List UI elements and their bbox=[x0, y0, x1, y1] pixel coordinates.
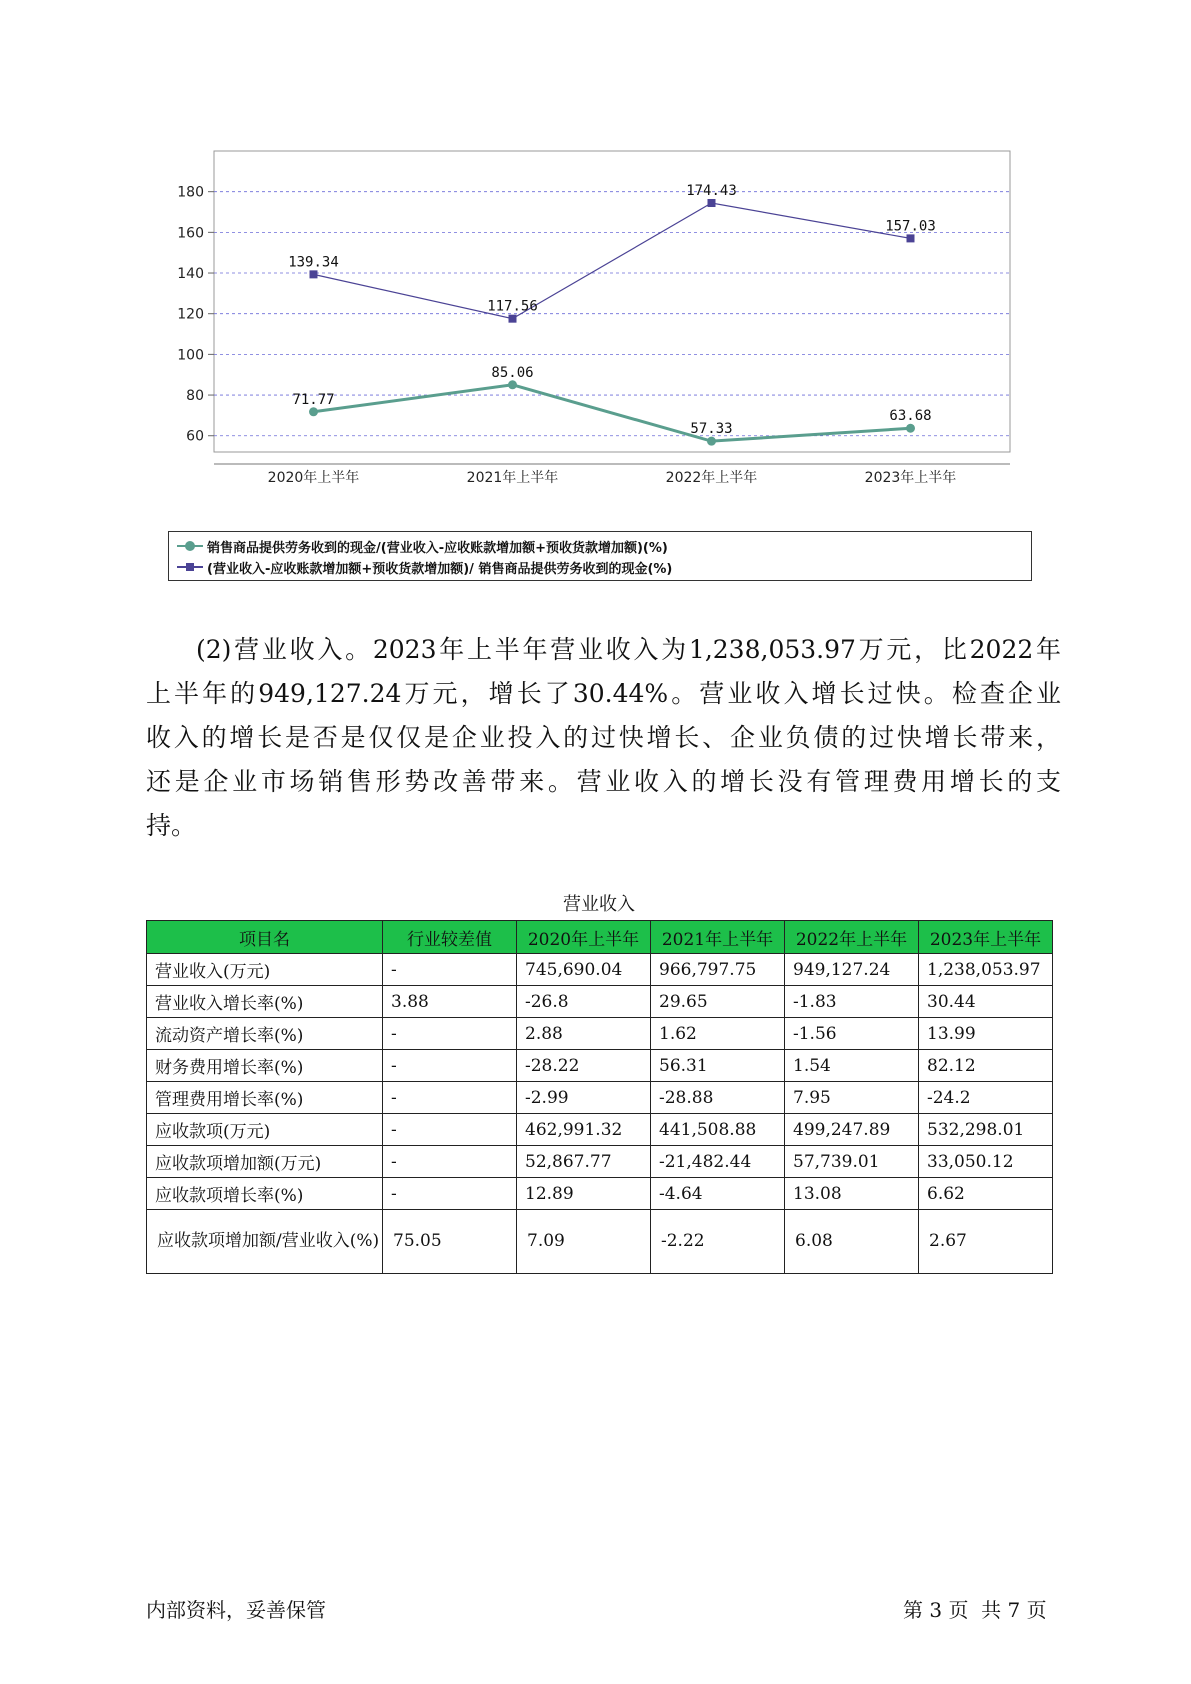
paragraph-line: (2)营业收入。2023年上半年营业收入为1,238,053.97万元，比2022年 bbox=[196, 635, 1061, 664]
table-cell: 966,797.75 bbox=[651, 954, 785, 986]
table-row bbox=[147, 1018, 1053, 1050]
table-cell: -1.56 bbox=[785, 1018, 919, 1050]
table-cell: 499,247.89 bbox=[785, 1114, 919, 1146]
table-cell: - bbox=[383, 1018, 517, 1050]
legend-label-series-2: (营业收入-应收账款增加额+预收货款增加额)/ 销售商品提供劳务收到的现金(%) bbox=[207, 561, 673, 577]
data-label: 157.03 bbox=[885, 218, 936, 235]
row-label-cell: 营业收入(万元) bbox=[147, 954, 383, 986]
table-cell: 57,739.01 bbox=[785, 1146, 919, 1178]
data-label: 117.56 bbox=[487, 298, 538, 315]
table-caption: 营业收入 bbox=[563, 894, 635, 915]
row-label-cell: 应收款项增加额(万元) bbox=[147, 1146, 383, 1178]
table-cell: - bbox=[383, 1178, 517, 1210]
y-tick-label: 60 bbox=[186, 428, 204, 445]
col-header-item-name: 项目名 bbox=[147, 921, 383, 954]
table-cell: 13.99 bbox=[919, 1018, 1053, 1050]
table-row bbox=[147, 1178, 1053, 1210]
data-label: 71.77 bbox=[292, 391, 335, 408]
data-point-circle bbox=[309, 407, 318, 416]
table-row bbox=[147, 1114, 1053, 1146]
table-cell: 949,127.24 bbox=[785, 954, 919, 986]
table-row bbox=[147, 954, 1053, 986]
legend-label-series-1: 销售商品提供劳务收到的现金/(营业收入-应收账款增加额+预收货款增加额)(%) bbox=[207, 540, 668, 556]
paragraph-line: 上半年的949,127.24万元，增长了30.44%。营业收入增长过快。检查企业 bbox=[146, 679, 1061, 708]
table-cell: 29.65 bbox=[651, 986, 785, 1018]
table-cell: 56.31 bbox=[651, 1050, 785, 1082]
data-label: 57.33 bbox=[690, 421, 733, 438]
x-tick-label: 2020年上半年 bbox=[267, 470, 360, 486]
table-cell: 6.62 bbox=[919, 1178, 1053, 1210]
table-cell: 7.09 bbox=[517, 1210, 651, 1274]
data-label: 139.34 bbox=[288, 254, 339, 271]
legend-square-marker-icon bbox=[177, 560, 203, 574]
table-cell: - bbox=[383, 1146, 517, 1178]
table-cell: 75.05 bbox=[383, 1210, 517, 1274]
data-point-square bbox=[509, 315, 517, 323]
table-cell: -2.99 bbox=[517, 1082, 651, 1114]
table-row bbox=[147, 1210, 1053, 1274]
table-cell: 2.67 bbox=[919, 1210, 1053, 1274]
legend-circle-marker-icon bbox=[177, 539, 203, 553]
col-header-2021h1: 2021年上半年 bbox=[651, 921, 785, 954]
table-cell: 1.62 bbox=[651, 1018, 785, 1050]
table-cell: 1,238,053.97 bbox=[919, 954, 1053, 986]
table-cell: - bbox=[383, 1082, 517, 1114]
data-label: 174.43 bbox=[686, 183, 737, 200]
row-label-cell: 流动资产增长率(%) bbox=[147, 1018, 383, 1050]
table-cell: - bbox=[383, 954, 517, 986]
table-cell: - bbox=[383, 1114, 517, 1146]
row-label-cell: 应收款项增加额/营业收入(%) bbox=[147, 1210, 383, 1274]
table-cell: -2.22 bbox=[651, 1210, 785, 1274]
table-cell: -28.22 bbox=[517, 1050, 651, 1082]
data-point-square bbox=[907, 234, 915, 242]
data-point-square bbox=[708, 199, 716, 207]
table-cell: -26.8 bbox=[517, 986, 651, 1018]
row-label-cell: 应收款项(万元) bbox=[147, 1114, 383, 1146]
paragraph-line: 持。 bbox=[146, 811, 197, 840]
data-point-circle bbox=[906, 424, 915, 433]
table-cell: - bbox=[383, 1050, 517, 1082]
revenue-table bbox=[146, 920, 1053, 1274]
table-cell: -24.2 bbox=[919, 1082, 1053, 1114]
table-row bbox=[147, 1082, 1053, 1114]
legend-item-series-2 bbox=[177, 557, 672, 577]
y-tick-label: 120 bbox=[177, 306, 204, 323]
table-header-row bbox=[147, 921, 1053, 954]
x-tick-label: 2023年上半年 bbox=[864, 470, 957, 486]
data-label: 85.06 bbox=[491, 364, 534, 381]
y-tick-label: 140 bbox=[177, 266, 204, 283]
table-cell: 3.88 bbox=[383, 986, 517, 1018]
table-cell: 2.88 bbox=[517, 1018, 651, 1050]
paragraph-line: 收入的增长是否是仅仅是企业投入的过快增长、企业负债的过快增长带来， bbox=[146, 723, 1061, 752]
y-tick-label: 160 bbox=[177, 225, 204, 242]
table-cell: 30.44 bbox=[919, 986, 1053, 1018]
table-row bbox=[147, 986, 1053, 1018]
row-label-cell: 财务费用增长率(%) bbox=[147, 1050, 383, 1082]
row-label-cell: 应收款项增长率(%) bbox=[147, 1178, 383, 1210]
data-point-square bbox=[310, 270, 318, 278]
table-cell: -21,482.44 bbox=[651, 1146, 785, 1178]
table-cell: 33,050.12 bbox=[919, 1146, 1053, 1178]
row-label-cell: 管理费用增长率(%) bbox=[147, 1082, 383, 1114]
footer-confidential-note: 内部资料，妥善保管 bbox=[146, 1598, 326, 1622]
col-header-2022h1: 2022年上半年 bbox=[785, 921, 919, 954]
row-label-cell: 营业收入增长率(%) bbox=[147, 986, 383, 1018]
table-cell: 82.12 bbox=[919, 1050, 1053, 1082]
table-cell: 6.08 bbox=[785, 1210, 919, 1274]
table-cell: 441,508.88 bbox=[651, 1114, 785, 1146]
table-cell: 462,991.32 bbox=[517, 1114, 651, 1146]
table-cell: 52,867.77 bbox=[517, 1146, 651, 1178]
data-point-circle bbox=[707, 437, 716, 446]
table-cell: 13.08 bbox=[785, 1178, 919, 1210]
col-header-2023h1: 2023年上半年 bbox=[919, 921, 1053, 954]
legend-item-series-1 bbox=[177, 536, 668, 556]
table-cell: -1.83 bbox=[785, 986, 919, 1018]
x-tick-label: 2021年上半年 bbox=[466, 470, 559, 486]
table-cell: -4.64 bbox=[651, 1178, 785, 1210]
col-header-industry-gap: 行业较差值 bbox=[383, 921, 517, 954]
table-cell: 7.95 bbox=[785, 1082, 919, 1114]
table-cell: 745,690.04 bbox=[517, 954, 651, 986]
table-cell: 12.89 bbox=[517, 1178, 651, 1210]
x-tick-label: 2022年上半年 bbox=[665, 470, 758, 486]
chart-legend bbox=[168, 531, 1032, 581]
data-label: 63.68 bbox=[889, 408, 932, 425]
y-tick-label: 80 bbox=[186, 388, 204, 405]
table-cell: -28.88 bbox=[651, 1082, 785, 1114]
col-header-2020h1: 2020年上半年 bbox=[517, 921, 651, 954]
y-tick-label: 100 bbox=[177, 347, 204, 364]
paragraph-line: 还是企业市场销售形势改善带来。营业收入的增长没有管理费用增长的支 bbox=[146, 767, 1061, 796]
line-chart bbox=[160, 150, 1020, 590]
table-cell: 532,298.01 bbox=[919, 1114, 1053, 1146]
chart-svg bbox=[160, 150, 1020, 530]
table-cell: 1.54 bbox=[785, 1050, 919, 1082]
table-row bbox=[147, 1050, 1053, 1082]
y-tick-label: 180 bbox=[177, 184, 204, 201]
footer-page-number: 第 3 页 共 7 页 bbox=[903, 1598, 1047, 1622]
data-point-circle bbox=[508, 380, 517, 389]
revenue-paragraph bbox=[146, 628, 1061, 848]
table-row bbox=[147, 1146, 1053, 1178]
